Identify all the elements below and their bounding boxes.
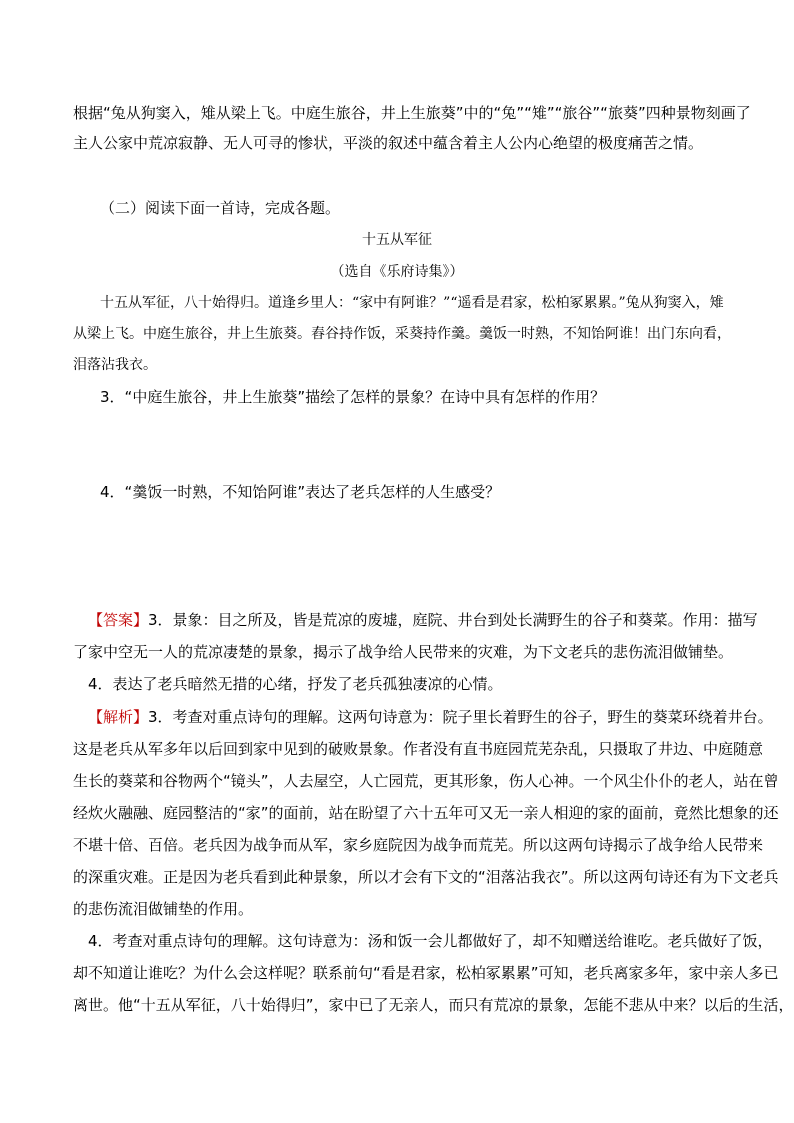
analysis-tag: 【解析】 bbox=[88, 708, 149, 726]
answer-line-3: 4．表达了老兵暗然无措的心绪，抒发了老兵孤独凄凉的心情。 bbox=[88, 675, 503, 693]
poem-source: （选自《乐府诗集》） bbox=[330, 264, 464, 280]
analysis-line-5: 不堪十倍、百倍。老兵因为战争而从军，家乡庭院因为战争而荒芜。所以这两句诗揭示了战争给人民带来 bbox=[73, 836, 764, 854]
analysis-q4-line-3: 离世。他“十五从军征，八十始得归”，家中已了无亲人，而只有荒凉的景象，怎能不悲从中来？以后的生活， bbox=[73, 996, 794, 1014]
analysis-line-4: 经炊火融融、庭园整洁的“家”的面前，站在盼望了六十五年可又无一亲人相迎的家的面前，竟然比想象的还 bbox=[73, 804, 779, 822]
analysis-line-1 bbox=[88, 707, 773, 727]
section-heading: （二）阅读下面一首诗，完成各题。 bbox=[100, 199, 341, 217]
poem-line-1: 十五从军征，八十始得归。道逢乡里人：“家中有阿谁？”“遥看是君家，松柏冢累累。”兔从狗窦入，雉 bbox=[100, 295, 724, 311]
poem-line-3: 泪落沾我衣。 bbox=[73, 357, 157, 373]
question-3: 3．“中庭生旅谷，井上生旅葵”描绘了怎样的景象？在诗中具有怎样的作用？ bbox=[100, 388, 606, 406]
intro-line-1: 根据“兔从狗窦入，雉从梁上飞。中庭生旅谷，井上生旅葵”中的“兔”“雉”“旅谷”“旅葵”四种景物刻画了 bbox=[73, 104, 751, 122]
analysis-line-6: 的深重灾难。正是因为老兵看到此种景象，所以才会有下文的“泪落沾我衣”。所以这两句诗还有为下文老兵 bbox=[73, 868, 779, 886]
poem-title: 十五从军征 bbox=[362, 232, 432, 248]
analysis-line-3: 生长的葵菜和谷物两个“镜头”，人去屋空，人亡园荒，更其形象，伤人心神。一个风尘仆仆的老人，站在曾 bbox=[73, 772, 779, 790]
answer-line-1-text: 3．景象：目之所及，皆是荒凉的废墟，庭院、井台到处长满野生的谷子和葵菜。作用：描写 bbox=[148, 611, 758, 629]
analysis-q4-line-1: 4．考查对重点诗句的理解。这句诗意为：汤和饭一会儿都做好了，却不知赠送给谁吃。老兵做好了饭， bbox=[88, 932, 773, 950]
poem-line-2: 从梁上飞。中庭生旅谷，井上生旅葵。舂谷持作饭，采葵持作羹。羹饭一时熟，不知饴阿谁！出门东向看， bbox=[73, 326, 731, 342]
answer-line-1 bbox=[88, 610, 758, 630]
answer-tag: 【答案】 bbox=[88, 611, 149, 629]
intro-line-2: 主人公家中荒凉寂静、无人可寻的惨状，平淡的叙述中蕴含着主人公内心绝望的极度痛苦之情。 bbox=[73, 134, 704, 152]
analysis-line-1-text: 3．考查对重点诗句的理解。这两句诗意为：院子里长着野生的谷子，野生的葵菜环绕着井台。 bbox=[148, 708, 773, 726]
analysis-line-2: 这是老兵从军多年以后回到家中见到的破败景象。作者没有直书庭园荒芜杂乱，只摄取了井边、中庭随意 bbox=[73, 740, 764, 758]
answer-line-2: 了家中空无一人的荒凉凄楚的景象，揭示了战争给人民带来的灾难，为下文老兵的悲伤流泪做铺垫。 bbox=[73, 643, 734, 661]
analysis-line-7: 的悲伤流泪做铺垫的作用。 bbox=[73, 900, 254, 918]
question-4: 4．“羹饭一时熟，不知饴阿谁”表达了老兵怎样的人生感受？ bbox=[100, 483, 501, 501]
analysis-q4-line-2: 却不知道让谁吃？为什么会这样呢？联系前句“看是君家，松柏冢累累”可知，老兵离家多年，家中亲人多已 bbox=[73, 964, 779, 982]
